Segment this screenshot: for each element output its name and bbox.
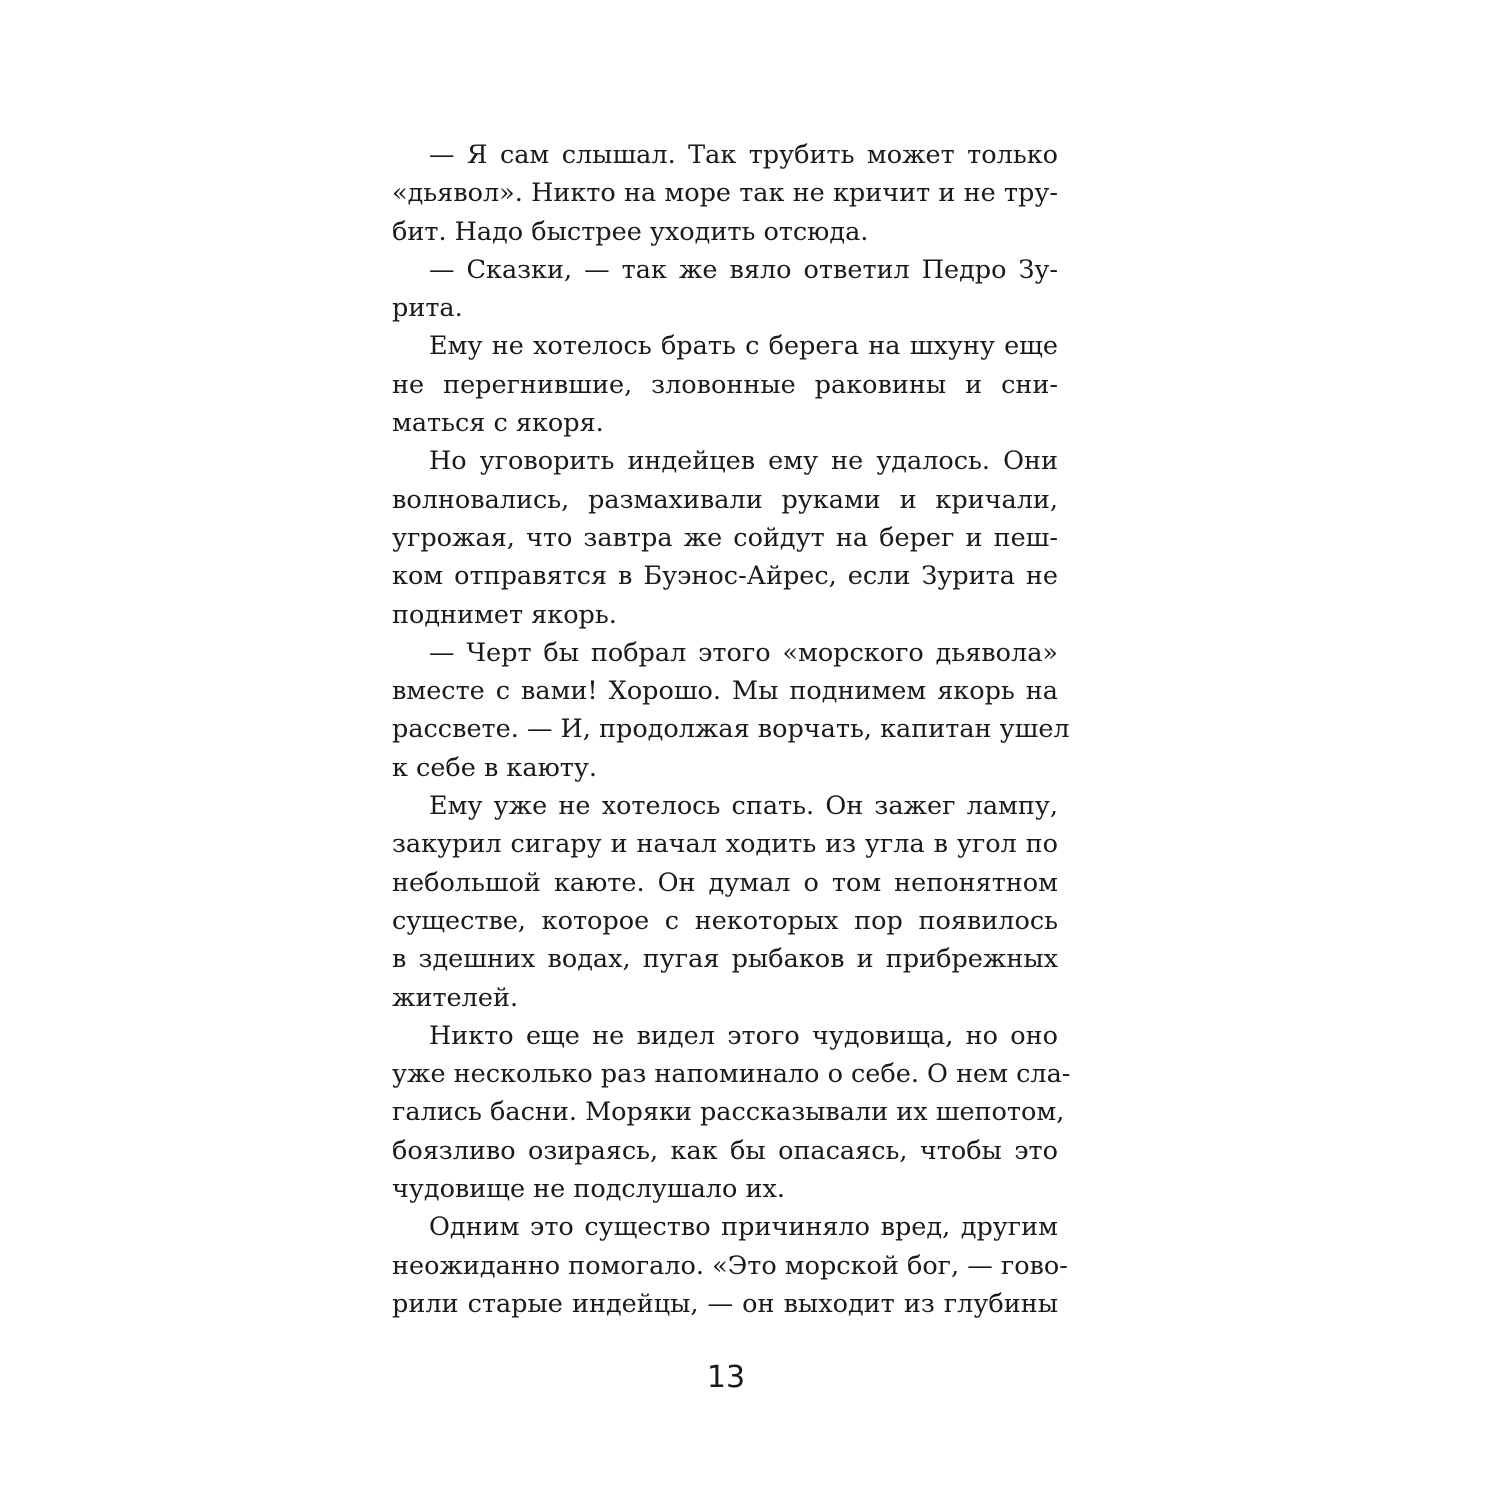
text-line: волновались, размахивали руками и кричали, [392, 484, 1058, 515]
text-line: бит. Надо быстрее уходить отсюда. [392, 216, 869, 247]
text-line: чудовище не подслушало их. [392, 1174, 785, 1205]
text-line: закурил сигару и начал ходить из угла в угол по [392, 829, 1058, 860]
text-line: боязливо озираясь, как бы опасаясь, чтобы это [392, 1135, 1058, 1166]
text-line: жителей. [392, 982, 519, 1013]
text-line: Одним это существо причиняло вред, другим [429, 1212, 1058, 1243]
text-line: к себе в каюту. [392, 752, 597, 783]
text-line: Ему уже не хотелось спать. Он зажег лампу, [429, 791, 1058, 822]
text-line: маться с якоря. [392, 408, 604, 439]
text-line: небольшой каюте. Он думал о том непонятном [392, 867, 1058, 898]
text-line: «дьявол». Никто на море так не кричит и не тру- [392, 178, 1058, 209]
text-line: уже несколько раз напоминало о себе. О нем сла- [392, 1059, 1071, 1090]
body-text [392, 136, 1071, 1323]
text-line: — Черт бы побрал этого «морского дьявола» [429, 637, 1058, 668]
text-line: ком отправятся в Буэнос-Айрес, если Зурита не [392, 561, 1058, 592]
text-line: рили старые индейцы, — он выходит из глубины [392, 1288, 1058, 1319]
text-line: существе, которое с некоторых пор появилось [392, 905, 1058, 936]
text-line: рассвете. — И, продолжая ворчать, капитан ушел [392, 714, 1070, 745]
text-line: поднимет якорь. [392, 599, 617, 630]
text-line: Но уговорить индейцев ему не удалось. Они [429, 446, 1058, 477]
text-line: угрожая, что завтра же сойдут на берег и пеш- [392, 522, 1058, 553]
text-line: Никто еще не видел этого чудовища, но оно [429, 1020, 1058, 1051]
text-line: неожиданно помогало. «Это морской бог, — гово- [392, 1250, 1068, 1281]
text-line: рита. [392, 293, 463, 324]
text-line: гались басни. Моряки рассказывали их шепотом, [392, 1097, 1065, 1128]
text-line: Ему не хотелось брать с берега на шхуну еще [429, 331, 1058, 362]
text-line: — Я сам слышал. Так трубить может только [429, 140, 1058, 170]
text-line: не перегнившие, зловонные раковины и сни- [392, 369, 1058, 400]
page-number: 13 [706, 1360, 746, 1395]
text-line: вместе с вами! Хорошо. Мы поднимем якорь на [392, 676, 1058, 707]
text-line: в здешних водах, пугая рыбаков и прибрежных [392, 944, 1058, 975]
text-line: — Сказки, — так же вяло ответил Педро Зу- [429, 254, 1058, 285]
